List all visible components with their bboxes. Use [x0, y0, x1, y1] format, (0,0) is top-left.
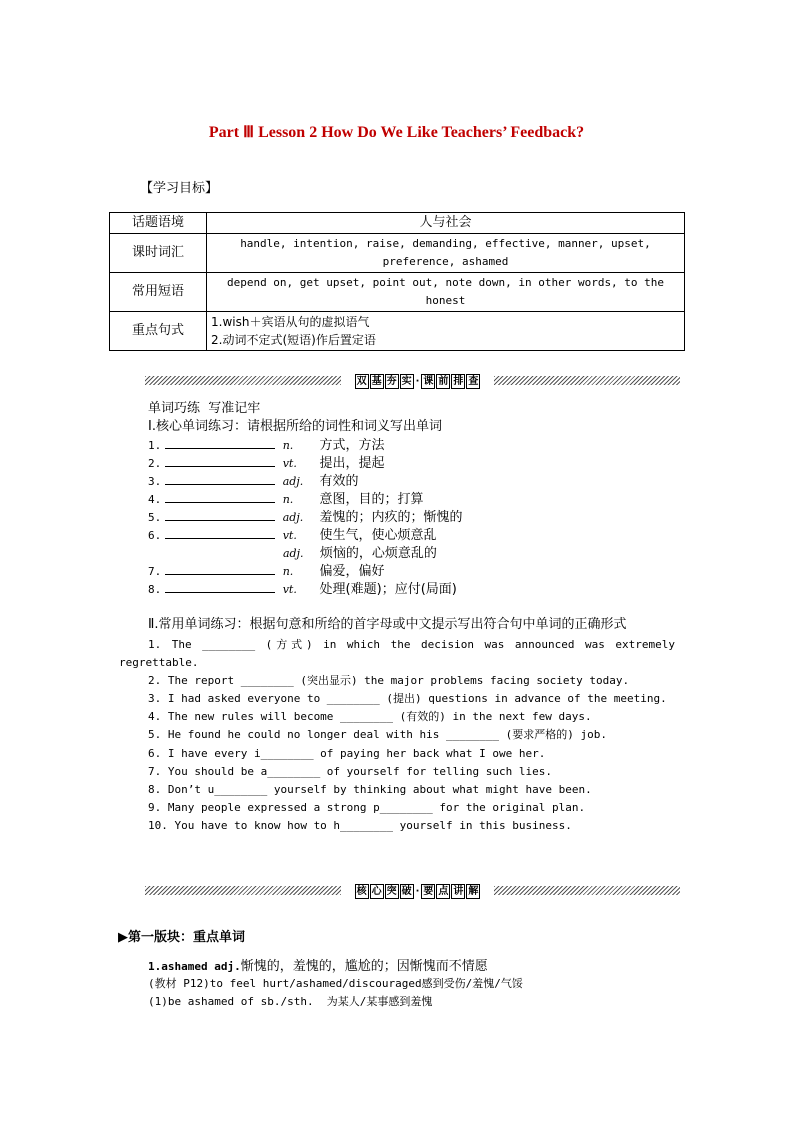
- list-item: 8. Don’t u________ yourself by thinking about what might have been.: [148, 783, 592, 796]
- table-head: 重点句式: [110, 312, 207, 351]
- banner-stripe: [145, 376, 341, 385]
- page-title: Part Ⅲ Lesson 2 How Do We Like Teachers’ Feedback?: [208, 124, 585, 141]
- list-item: 3. I had asked everyone to ________ (提出) questions in advance of the meeting.: [148, 692, 667, 705]
- banner-tag: [341, 883, 494, 899]
- banner-dot: ·: [415, 885, 420, 897]
- part2-heading: Ⅱ.常用单词练习：根据句意和所给的首字母或中文提示写出符合句中单词的正确形式: [148, 617, 627, 632]
- list-item: 10. You have to know how to h________ yourself in this business.: [148, 819, 572, 832]
- list-item: 4. n. 意图，目的；打算: [148, 492, 424, 507]
- banner-stripe: [494, 376, 680, 385]
- banner-stripe: [494, 886, 680, 895]
- part1-heading: Ⅰ.核心单词练习：请根据所给的词性和词义写出单词: [148, 419, 442, 434]
- banner-char: 要: [423, 885, 434, 897]
- table-cell-line: 2.动词不定式(短语)作后置定语: [211, 333, 376, 347]
- table-row: [110, 312, 685, 351]
- list-item: 8. vt. 处理(难题)；应付(局面): [148, 582, 457, 597]
- list-item: 7. You should be a________ of yourself for telling such lies.: [148, 765, 552, 778]
- list-item: 1. n. 方式，方法: [148, 438, 385, 453]
- table-cell: depend on, get upset, point out, note down, in other words, to the honest: [207, 273, 685, 312]
- table-cell: [207, 312, 685, 351]
- table-cell: handle, intention, raise, demanding, effective, manner, upset, preference, ashamed: [207, 234, 685, 273]
- banner-char: 课: [423, 375, 434, 387]
- table-head: 常用短语: [110, 273, 207, 312]
- table-row: [110, 213, 685, 234]
- table-row: [110, 234, 685, 273]
- banner-dot: ·: [415, 375, 420, 387]
- banner-char: 双: [356, 375, 367, 387]
- table-head: 话题语境: [110, 213, 207, 234]
- banner-char: 查: [468, 375, 479, 387]
- block-heading: ▶第一版块：重点单词: [118, 930, 245, 945]
- banner-char: 点: [438, 885, 449, 897]
- list-item: 4. The new rules will become ________ (有效的) in the next few days.: [148, 710, 592, 723]
- banner-char: 破: [401, 885, 412, 897]
- banner-char: 基: [371, 375, 382, 387]
- section-banner-1: [145, 373, 680, 389]
- key-word-meaning: 惭愧的，羞愧的，尴尬的；因惭愧而不情愿: [240, 959, 488, 974]
- list-item: 1. The ________ (方式) in which the decision was announced was extremely: [148, 638, 675, 651]
- info-table: [109, 212, 685, 351]
- key-word-entry: [148, 958, 488, 975]
- list-item: 7. n. 偏爱，偏好: [148, 564, 385, 579]
- list-item: regrettable.: [119, 656, 199, 669]
- key-word: 1.ashamed adj.: [148, 960, 241, 973]
- example-line: (教材 P12)to feel hurt/ashamed/discouraged感到受伤/羞愧/气馁: [148, 977, 523, 990]
- banner-char: 前: [438, 375, 449, 387]
- usage-line: (1)be ashamed of sb./sth. 为某人/某事感到羞愧: [148, 995, 433, 1008]
- table-row: [110, 273, 685, 312]
- list-item: 6. vt. 使生气，使心烦意乱: [148, 528, 437, 543]
- banner-char: 排: [453, 375, 464, 387]
- table-cell: 人与社会: [207, 213, 685, 234]
- banner-tag: [341, 373, 494, 389]
- list-item: 9. Many people expressed a strong p________ for the original plan.: [148, 801, 586, 814]
- objectives-label: 【学习目标】: [140, 181, 219, 196]
- list-item: adj. 烦恼的，心烦意乱的: [283, 546, 437, 561]
- table-cell-line: 1.wish＋宾语从句的虚拟语气: [211, 315, 370, 329]
- banner-char: 夯: [386, 375, 397, 387]
- list-item: 6. I have every i________ of paying her back what I owe her.: [148, 747, 546, 760]
- banner-char: 心: [371, 885, 382, 897]
- banner-char: 突: [386, 885, 397, 897]
- list-item: 2. vt. 提出，提起: [148, 456, 385, 471]
- list-item: 5. He found he could no longer deal with his ________ (要求严格的) job.: [148, 728, 607, 741]
- section-banner-2: [145, 883, 680, 899]
- banner-char: 讲: [453, 885, 464, 897]
- banner-stripe: [145, 886, 341, 895]
- list-item: 3. adj. 有效的: [148, 474, 359, 489]
- banner-char: 解: [468, 885, 479, 897]
- table-head: 课时词汇: [110, 234, 207, 273]
- list-item: 5. adj. 羞愧的；内疚的；惭愧的: [148, 510, 463, 525]
- banner-char: 核: [356, 885, 367, 897]
- section-heading: 单词巧练 写准记牢: [148, 401, 261, 416]
- list-item: 2. The report ________ (突出显示) the major problems facing society today.: [148, 674, 630, 687]
- banner-char: 实: [401, 375, 412, 387]
